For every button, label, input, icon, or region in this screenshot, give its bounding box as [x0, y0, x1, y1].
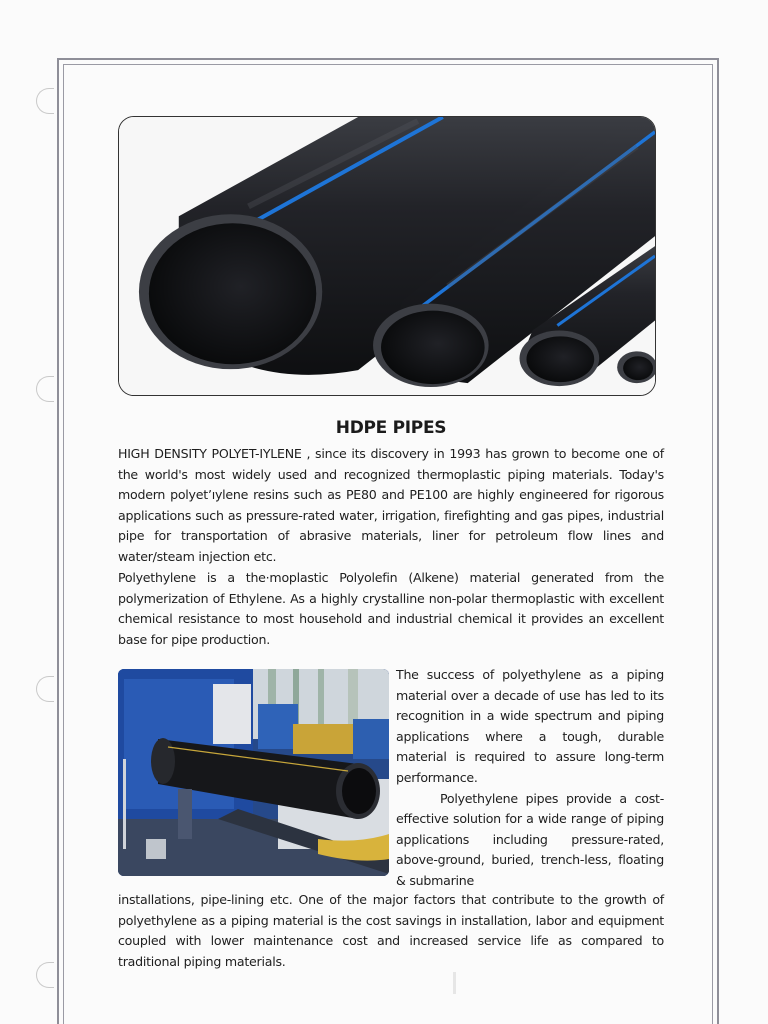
punch-hole-3 [36, 676, 54, 702]
punch-hole-4 [36, 962, 54, 988]
pipe-extrusion-machine-photo [118, 669, 389, 876]
paragraph-success-text: The success of polyethylene as a piping material over a decade of use has led to its recognition in a wide spectrum and piping applications where a tough, durable material is required to assure long-term performance. [396, 667, 664, 785]
punch-hole-1 [36, 88, 54, 114]
paragraph-intro: HIGH DENSITY POLYET-IYLENE , since its discovery in 1993 has grown to become one of the world's most widely used and recognized thermoplastic piping materials. Today's modern polyetʼıylene resins such as PE80 and PE100 are highly engineered for rigorous applications such as pressure-rated water, irrigation, firefighting and gas pipes, industrial pipe for transportation of abrasive materials, liner for petroleum flow lines and water/steam injection etc. [118, 446, 664, 564]
paragraph-success [396, 665, 664, 892]
paragraph-cost-effective-text: Polyethylene pipes provide a cost-effective solution for a wide range of piping applications including pressure-rated, above-ground, buried, trench-less, floating & submarine [396, 790, 664, 888]
scan-mark [453, 972, 456, 994]
paragraph-material: Polyethylene is a the·moplastic Polyolefin (Alkene) material generated from the polymerization of Ethylene. As a highly crystalline non-polar thermoplastic with excellent chemical resistance to most household and industrial chemical it provides an excellent base for pipe production. [118, 570, 664, 647]
hdpe-pipes-photo [118, 116, 656, 396]
page-title: HDPE PIPES [335, 418, 447, 438]
punch-hole-2 [36, 376, 54, 402]
paragraph-installations: installations, pipe-lining etc. One of the major factors that contribute to the growth of polyethylene as a piping material is the cost savings in installation, labor and equipment coupled with lower maintenance cost and increased service life as compared to traditional piping materials. [118, 892, 664, 969]
